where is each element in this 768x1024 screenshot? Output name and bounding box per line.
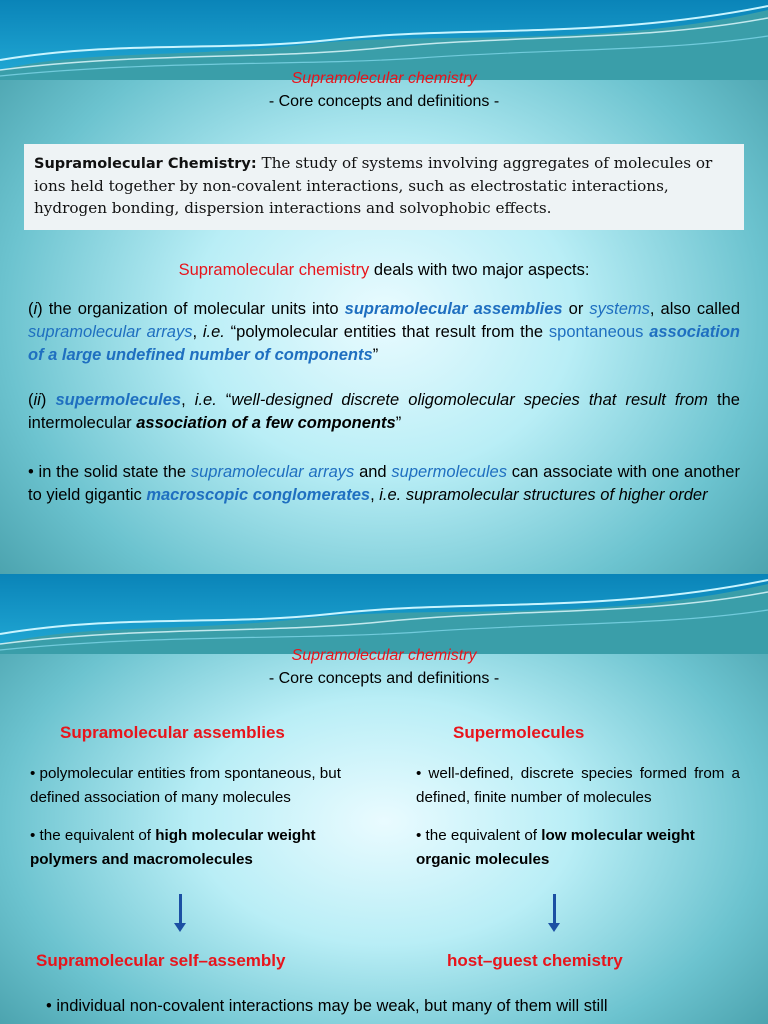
slide-1-title-block bbox=[0, 67, 768, 113]
left-heading: Supramolecular assemblies bbox=[60, 723, 285, 742]
p3-t3: can associate with one another to yield gigantic bbox=[28, 463, 740, 504]
p1-t4: , bbox=[192, 323, 203, 341]
right-result-label: host–guest chemistry bbox=[447, 951, 623, 970]
slide-1-subtitle: - Core concepts and definitions - bbox=[268, 93, 500, 110]
footer-bullet: • individual non-covalent interactions may be weak, but many of them will still bbox=[46, 997, 608, 1015]
solid-state-paragraph bbox=[28, 461, 740, 507]
left-bullet-2-pre: • the equivalent of bbox=[30, 827, 156, 844]
p1-t5: “polymolecular entities that result from the bbox=[224, 323, 549, 341]
p3-term-conglomerates: macroscopic conglomerates bbox=[146, 486, 371, 504]
p1-t1: ) the organization of molecular units into bbox=[37, 300, 345, 318]
p3-term-supermolecules: supermolecules bbox=[391, 463, 507, 481]
right-bullet-1: • well-defined, discrete species formed from a defined, finite number of molecules bbox=[416, 765, 740, 806]
slide-1-title: Supramolecular chemistry bbox=[291, 70, 477, 87]
aspect-ii-paragraph bbox=[28, 389, 740, 435]
p1-term-assemblies: supramolecular assemblies bbox=[344, 300, 563, 318]
left-bullet-1: • polymolecular entities from spontaneous, but defined association of many molecules bbox=[30, 765, 341, 806]
definition-label: Supramolecular Chemistry: bbox=[34, 156, 257, 172]
right-bullet-2-bold: low molecular weight organic molecules bbox=[416, 827, 695, 868]
p1-num: i bbox=[33, 300, 38, 318]
p2-t5: ” bbox=[395, 414, 402, 432]
aspect-i-paragraph bbox=[28, 298, 740, 367]
p2-term-supermolecules: supermolecules bbox=[55, 391, 182, 409]
right-heading: Supermolecules bbox=[453, 723, 585, 742]
definition-box bbox=[24, 144, 744, 230]
p3-t2: and bbox=[354, 463, 392, 481]
definition-text: The study of systems involving aggregates of molecules or ions held together by non-covalent interactions, such as electrostatic interactions, hydrogen bonding, dispersion interactions and solvophobic effects. bbox=[34, 154, 713, 217]
p2-num: ii bbox=[33, 391, 41, 409]
p1-ie: i.e. bbox=[202, 323, 225, 341]
p1-open: ( bbox=[28, 300, 34, 318]
slide-2 bbox=[0, 574, 768, 1024]
p3-term-arrays: supramolecular arrays bbox=[190, 463, 355, 481]
p2-ie: i.e. bbox=[194, 391, 217, 409]
slide-2-title-block bbox=[0, 644, 768, 690]
intro-rest: deals with two major aspects: bbox=[369, 261, 590, 279]
p1-t7: ” bbox=[372, 346, 379, 364]
p2-t2: , bbox=[181, 391, 195, 409]
right-down-arrow bbox=[553, 894, 556, 926]
p2-t3: “ bbox=[216, 391, 232, 409]
p1-t2: or bbox=[562, 300, 590, 318]
wave-header-decoration bbox=[0, 574, 768, 654]
p1-term-spontaneous: spontaneous bbox=[548, 323, 644, 341]
p3-t1: • in the solid state the bbox=[28, 463, 191, 481]
p2-open: ( bbox=[28, 391, 34, 409]
p1-term-systems: systems bbox=[589, 300, 650, 318]
p3-t4: , bbox=[370, 486, 380, 504]
right-bullet-2-pre: • the equivalent of bbox=[416, 827, 542, 844]
p1-term-arrays: supramolecular arrays bbox=[28, 323, 193, 341]
left-bullet-2-bold: high molecular weight polymers and macromolecules bbox=[30, 827, 316, 868]
intro-red-term: Supramolecular chemistry bbox=[178, 261, 370, 279]
left-bullet-2 bbox=[30, 824, 370, 872]
p3-italic-phrase: supramolecular structures of higher order bbox=[405, 486, 708, 504]
p2-italic-phrase: well-designed discrete oligomolecular species that result from bbox=[231, 391, 708, 409]
p3-ie: i.e. bbox=[379, 486, 402, 504]
left-result-label: Supramolecular self–assembly bbox=[36, 951, 286, 970]
p2-t4: the intermolecular bbox=[28, 391, 740, 432]
slide-2-title: Supramolecular chemistry bbox=[291, 647, 477, 664]
left-down-arrow bbox=[179, 894, 182, 926]
p1-t3: , also called bbox=[649, 300, 740, 318]
intro-line bbox=[28, 259, 740, 282]
right-bullet-2 bbox=[416, 824, 746, 872]
slide-2-subtitle: - Core concepts and definitions - bbox=[268, 670, 500, 687]
p1-term-association: association of a large undefined number of components bbox=[28, 323, 740, 364]
p2-t1: ) bbox=[40, 391, 56, 409]
p2-term-association: association of a few components bbox=[136, 414, 396, 432]
